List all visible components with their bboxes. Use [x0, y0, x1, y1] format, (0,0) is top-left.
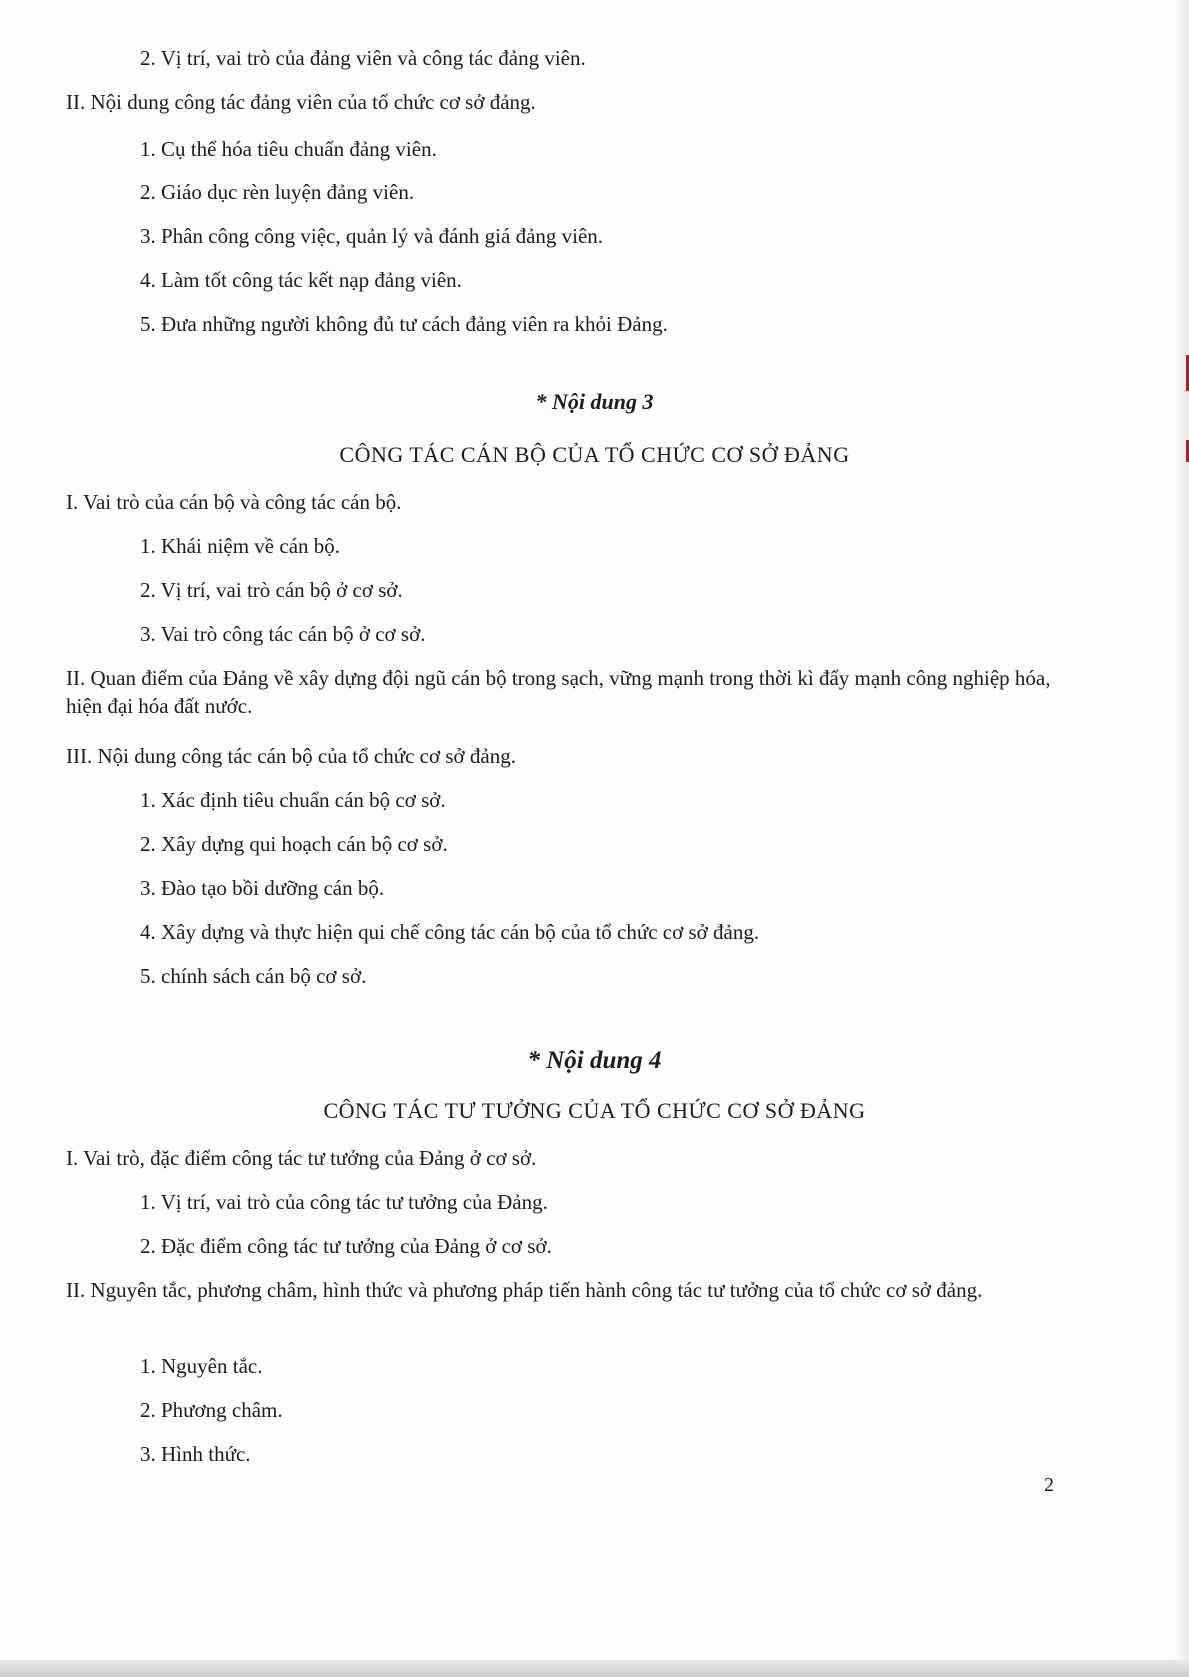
list-item: 2. Giáo dục rèn luyện đảng viên.	[140, 180, 415, 204]
list-item: 5. Đưa những người không đủ tư cách đảng viên ra khỏi Đảng.	[140, 312, 668, 336]
list-item: 3. Phân công công việc, quản lý và đánh giá đảng viên.	[140, 224, 604, 248]
list-item: 2. Xây dựng qui hoạch cán bộ cơ sở.	[140, 832, 448, 856]
scan-bottom-edge	[0, 1660, 1189, 1677]
content3-title: CÔNG TÁC CÁN BỘ CỦA TỔ CHỨC CƠ SỞ ĐẢNG	[339, 442, 850, 467]
content4-title: CÔNG TÁC TƯ TƯỞNG CỦA TỔ CHỨC CƠ SỞ ĐẢNG	[323, 1098, 866, 1123]
list-item: 4. Làm tốt công tác kết nạp đảng viên.	[140, 268, 462, 292]
list-item: 2. Phương châm.	[140, 1398, 283, 1422]
section-heading: I. Vai trò, đặc điểm công tác tư tưởng của Đảng ở cơ sở.	[66, 1146, 537, 1170]
list-item: 1. Khái niệm về cán bộ.	[140, 534, 341, 558]
list-item: 2. Đặc điểm công tác tư tưởng của Đảng ở cơ sở.	[140, 1234, 552, 1258]
list-item: 4. Xây dựng và thực hiện qui chế công tác cán bộ của tổ chức cơ sở đảng.	[140, 920, 760, 944]
content3-label: * Nội dung 3	[535, 389, 654, 414]
page-number: 2	[1044, 1474, 1054, 1496]
list-item: 2. Vị trí, vai trò của đảng viên và công tác đảng viên.	[140, 46, 586, 70]
content4-label: * Nội dung 4	[527, 1047, 662, 1074]
section-heading: II. Nội dung công tác đảng viên của tổ chức cơ sở đảng.	[66, 90, 536, 114]
scan-edge-shadow	[1175, 0, 1189, 1677]
list-item: 1. Xác định tiêu chuẩn cán bộ cơ sở.	[140, 788, 446, 812]
list-item: 5. chính sách cán bộ cơ sở.	[140, 964, 367, 988]
section-heading: I. Vai trò của cán bộ và công tác cán bộ.	[66, 490, 402, 514]
list-item: 2. Vị trí, vai trò cán bộ ở cơ sở.	[140, 578, 403, 602]
section-heading: III. Nội dung công tác cán bộ của tổ chức cơ sở đảng.	[66, 744, 516, 768]
section-heading: II. Nguyên tắc, phương châm, hình thức và phương pháp tiến hành công tác tư tưởng của tổ chức cơ sở đảng.	[66, 1278, 983, 1302]
list-item: 1. Cụ thể hóa tiêu chuẩn đảng viên.	[140, 137, 437, 161]
list-item: 3. Đào tạo bồi dưỡng cán bộ.	[140, 876, 385, 900]
list-item: 1. Nguyên tắc.	[140, 1354, 263, 1378]
list-item: 3. Hình thức.	[140, 1442, 251, 1466]
section-heading: II. Quan điểm của Đảng về xây dựng đội ngũ cán bộ trong sạch, vững mạnh trong thời kì đẩy mạnh công nghiệp hóa, hiện đại hóa đất nước.	[66, 666, 1051, 718]
list-item: 3. Vai trò công tác cán bộ ở cơ sở.	[140, 622, 426, 646]
list-item: 1. Vị trí, vai trò của công tác tư tưởng của Đảng.	[140, 1190, 548, 1214]
